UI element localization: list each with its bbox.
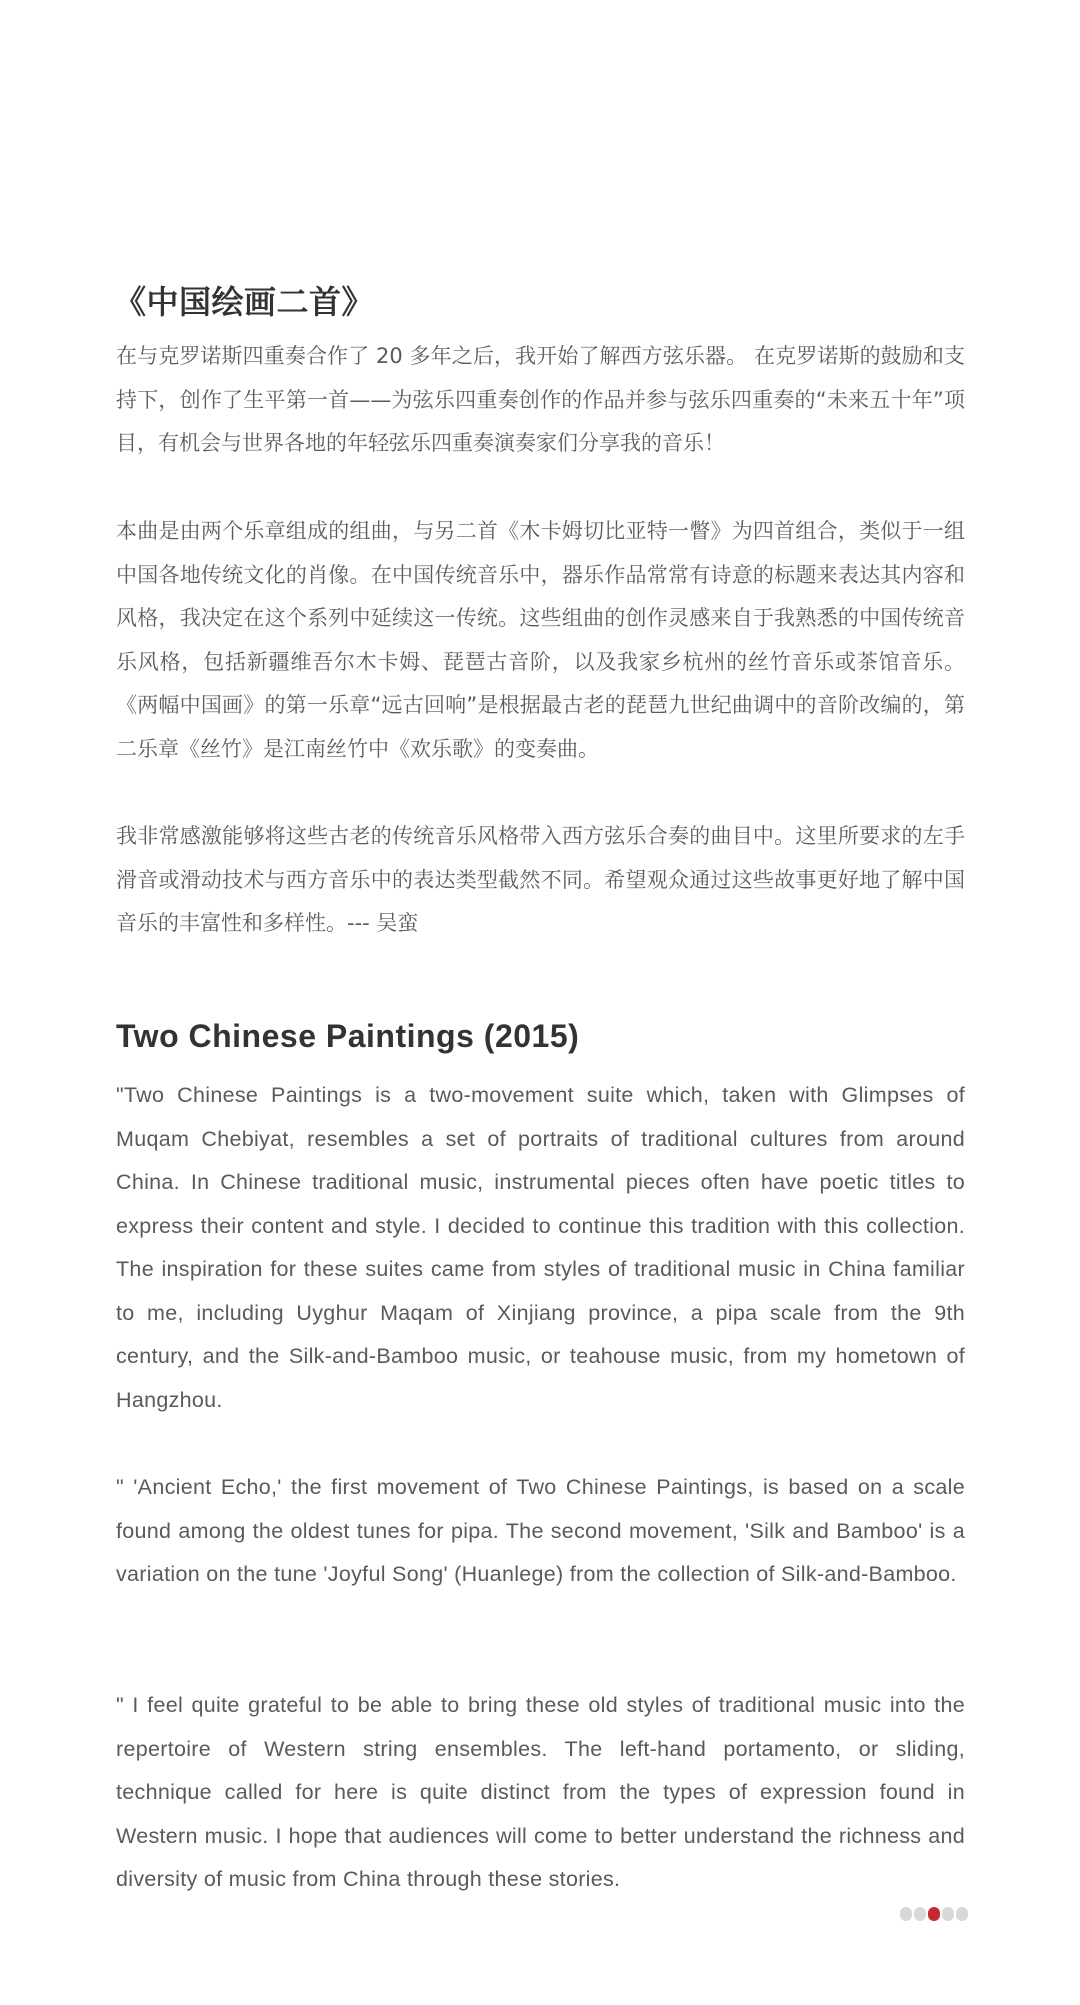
page-indicator	[900, 1907, 968, 1921]
page-dot	[914, 1907, 926, 1921]
english-title: Two Chinese Paintings (2015)	[116, 1018, 580, 1054]
english-paragraph-2: " 'Ancient Echo,' the first movement of Two Chinese Paintings, is based on a scale found among the oldest tunes for pipa. The second movement, 'Silk and Bamboo' is a variation on the tune 'Joyful Song' (Huanlege) from the collection of Silk-and-Bamboo.	[116, 1475, 965, 1586]
chinese-paragraph-3: 我非常感激能够将这些古老的传统音乐风格带入西方弦乐合奏的曲目中。这里所要求的左手滑音或滑动技术与西方音乐中的表达类型截然不同。希望观众通过这些故事更好地了解中国音乐的丰富性和多样性。--- 吴蛮	[116, 824, 965, 935]
page-dot	[942, 1907, 954, 1921]
page-dot	[900, 1907, 912, 1921]
english-paragraph-1: "Two Chinese Paintings is a two-movement suite which, taken with Glimpses of Muqam Chebiyat, resembles a set of portraits of traditional cultures from around China. In Chinese traditional music, instrumental pieces often have poetic titles to express their content and style. I decided to continue this tradition with this collection. The inspiration for these suites came from styles of traditional music in China familiar to me, including Uyghur Maqam of Xinjiang province, a pipa scale from the 9th century, and the Silk-and-Bamboo music, or teahouse music, from my hometown of Hangzhou.	[116, 1083, 965, 1412]
chinese-paragraph-2: 本曲是由两个乐章组成的组曲，与另二首《木卡姆切比亚特一瞥》为四首组合，类似于一组中国各地传统文化的肖像。在中国传统音乐中，器乐作品常常有诗意的标题来表达其内容和风格，我决定在这个系列中延续这一传统。这些组曲的创作灵感来自于我熟悉的中国传统音乐风格，包括新疆维吾尔木卡姆、琵琶古音阶，以及我家乡杭州的丝竹音乐或茶馆音乐。《两幅中国画》的第一乐章“远古回响”是根据最古老的琵琶九世纪曲调中的音阶改编的，第二乐章《丝竹》是江南丝竹中《欢乐歌》的变奏曲。	[116, 519, 965, 761]
page-dot	[956, 1907, 968, 1921]
page-dot-active	[928, 1907, 940, 1921]
chinese-title: 《中国绘画二首》	[114, 283, 375, 321]
chinese-paragraph-1: 在与克罗诺斯四重奏合作了 20 多年之后，我开始了解西方弦乐器。 在克罗诺斯的鼓励和支持下，创作了生平第一首——为弦乐四重奏创作的作品并参与弦乐四重奏的“未来五十年”项目，有机会与世界各地的年轻弦乐四重奏演奏家们分享我的音乐！	[116, 344, 965, 455]
english-paragraph-3: " I feel quite grateful to be able to bring these old styles of traditional music into the repertoire of Western string ensembles. The left-hand portamento, or sliding, technique called for here is quite distinct from the types of expression found in Western music. I hope that audiences will come to better understand the richness and diversity of music from China through these stories.	[116, 1693, 965, 1891]
